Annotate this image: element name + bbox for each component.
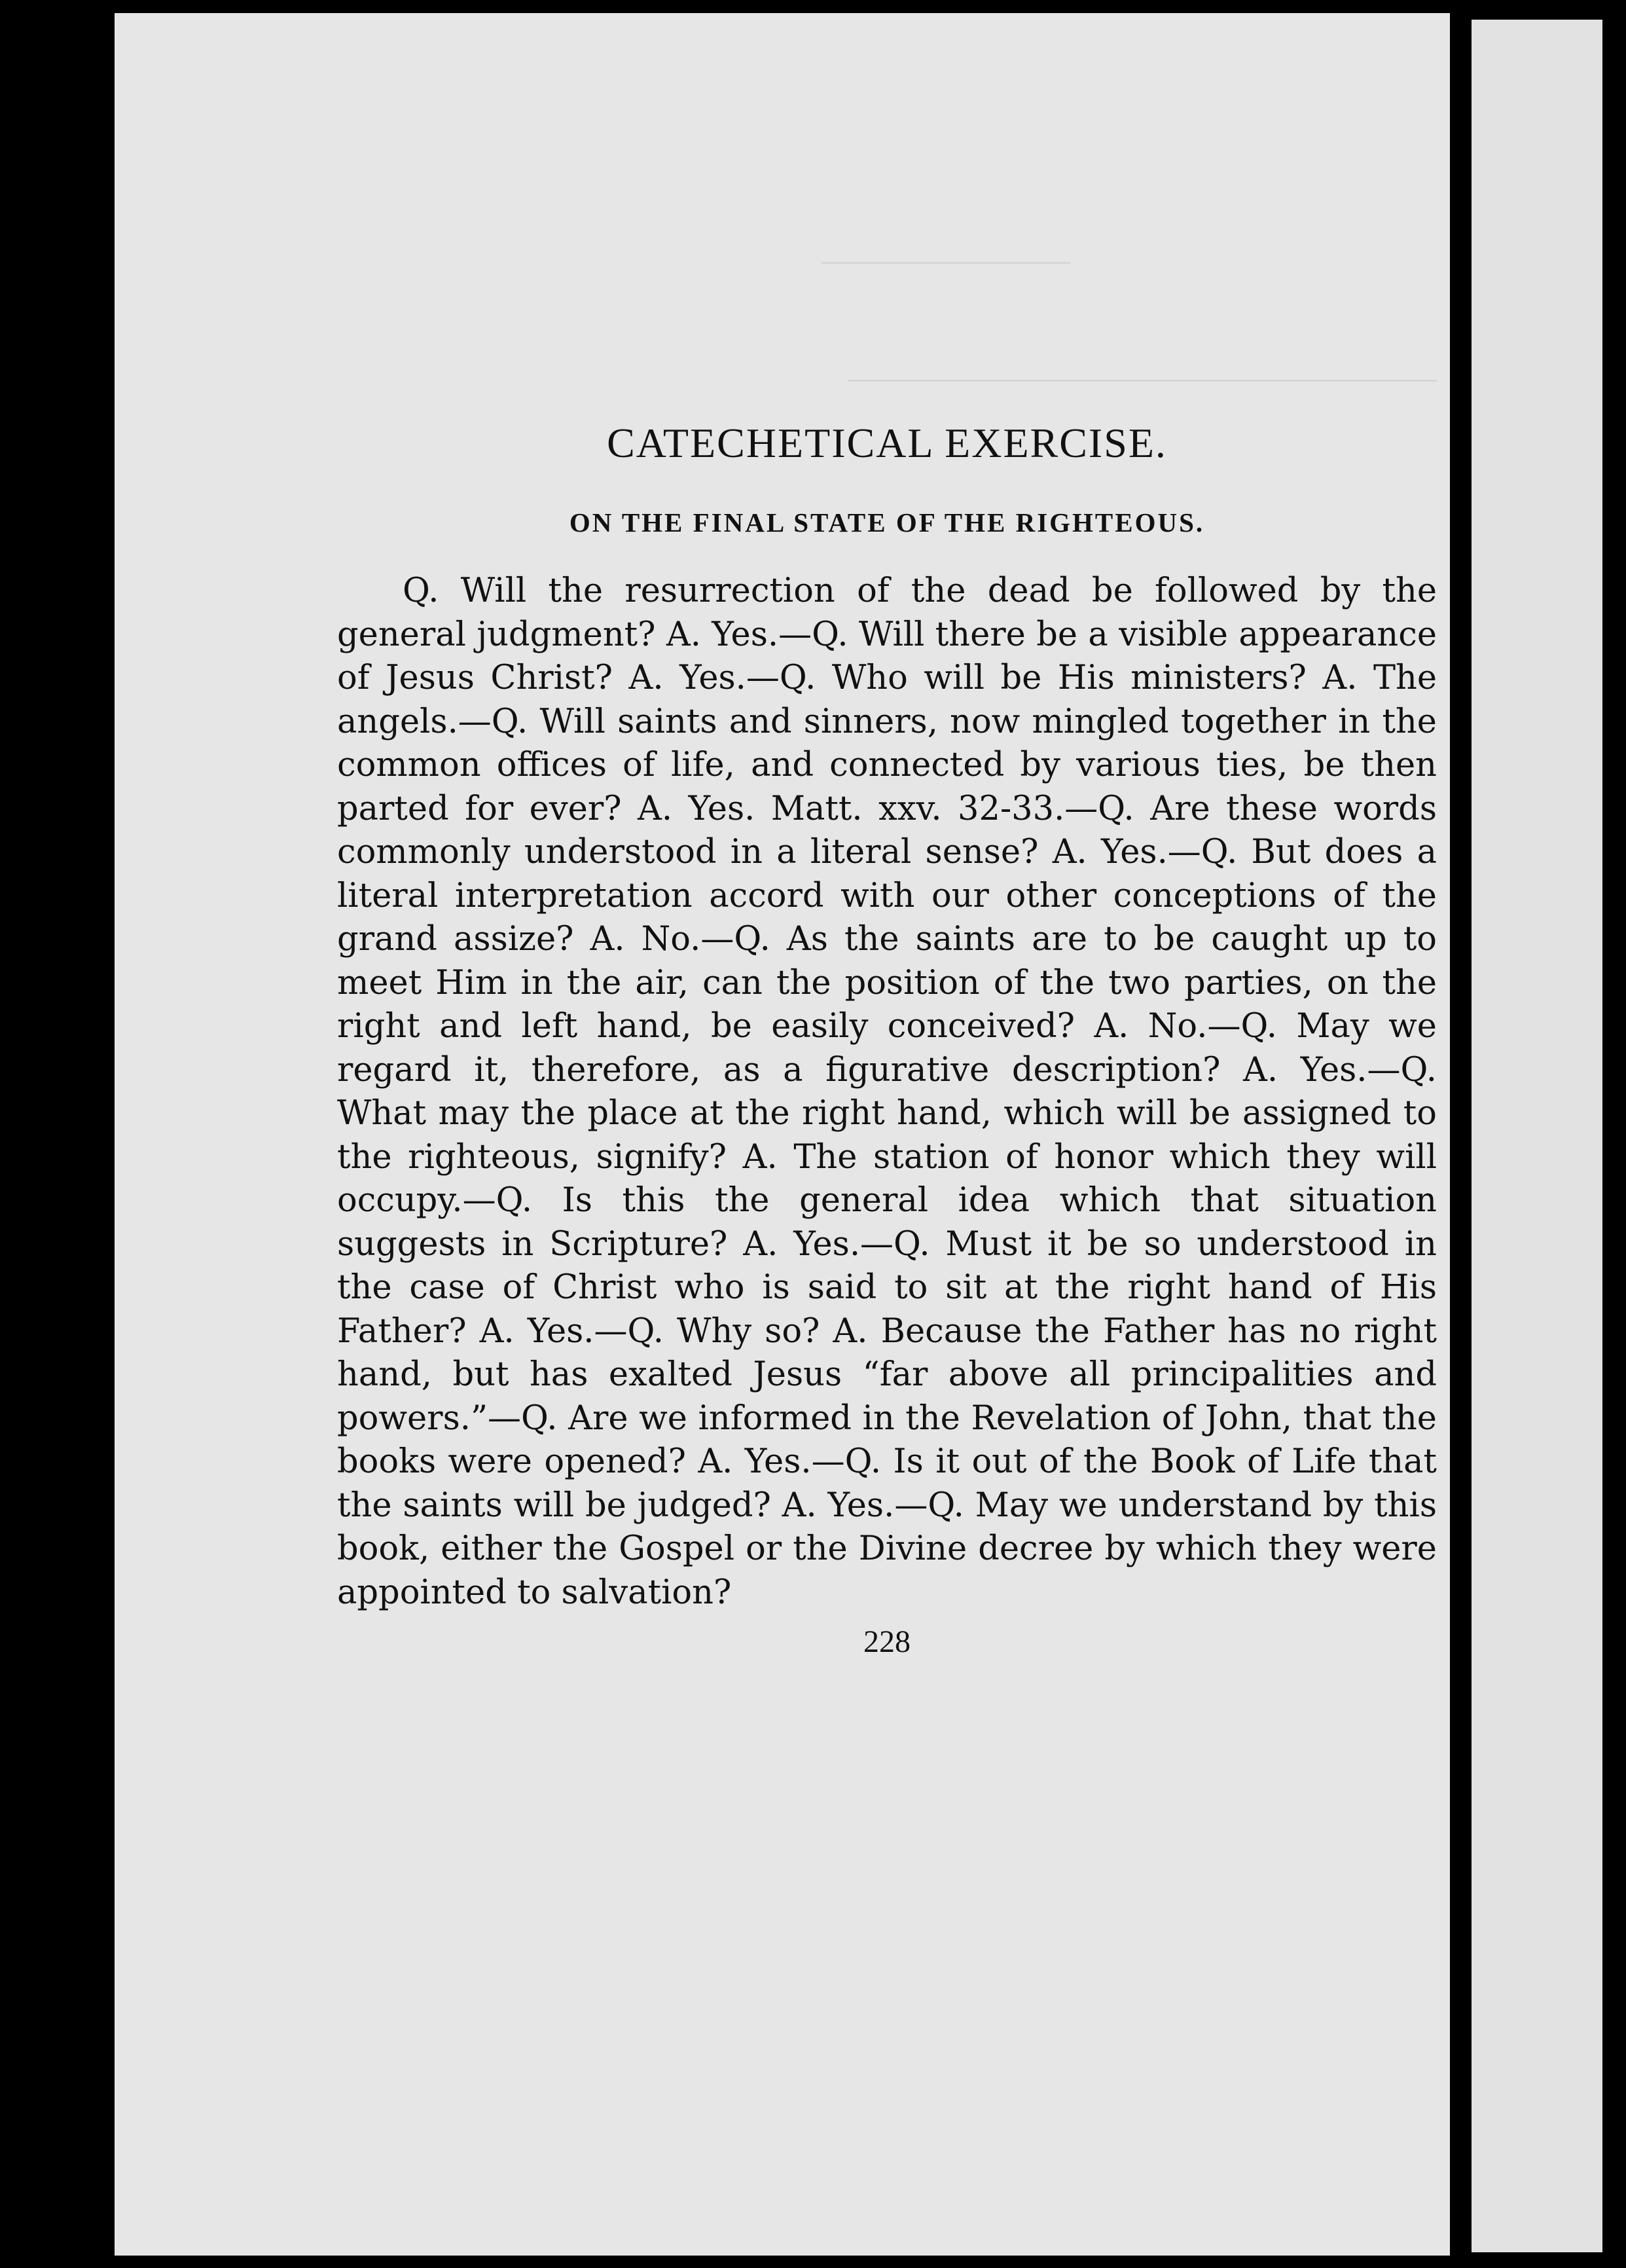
bleed-through-line xyxy=(822,262,1070,264)
section-subtitle: ON THE FINAL STATE OF THE RIGHTEOUS. xyxy=(569,507,1205,538)
bleed-through-line xyxy=(848,380,1437,382)
catechism-text: Q. Will the resurrection of the dead be followed by the general judgment? A. Yes.—Q. Will there be a visible appearance of Jesus Christ? A. Yes.—Q. Who will be His ministers? A. The angels.—Q. Will saints and sinners, now mingled together in the common offices of life, and connected by various ties, be then parted for ever? A. Yes. Matt. xxv. 32-33.—Q. Are these words commonly understood in a literal sense? A. Yes.—Q. But does a literal interpretation accord with our other conceptions of the grand assize? A. No.—Q. As the saints are to be caught up to meet Him in the air, can the position of the two parties, on the right and left hand, be easily conceived? A. No.—Q. May we regard it, therefore, as a figurative description? A. Yes.—Q. What may the place at the right hand, which will be assigned to the righteous, signify? A. The station of honor which they will occupy.—Q. Is this the general idea which that situation suggests in Scripture? A. Yes.—Q. Must it be so understood in the case of Christ who is said to sit at the right hand of His Father? A. Yes.—Q. Why so? A. Because the Father has no right hand, but has exalted Jesus “far above all principalities and powers.”—Q. Are we informed in the Revelation of John, that the books were opened? A. Yes.—Q. Is it out of the Book of Life that the saints will be judged? A. Yes.—Q. May we understand by this book, either the Gospel or the Divine decree by which they were appointed to salvation? xyxy=(337,572,1437,1612)
page-content xyxy=(337,419,1437,1660)
book-page xyxy=(115,13,1450,2256)
page-title: CATECHETICAL EXERCISE. xyxy=(607,420,1167,466)
page-number: 228 xyxy=(863,1624,911,1659)
facing-page-edge xyxy=(1472,20,1602,2252)
